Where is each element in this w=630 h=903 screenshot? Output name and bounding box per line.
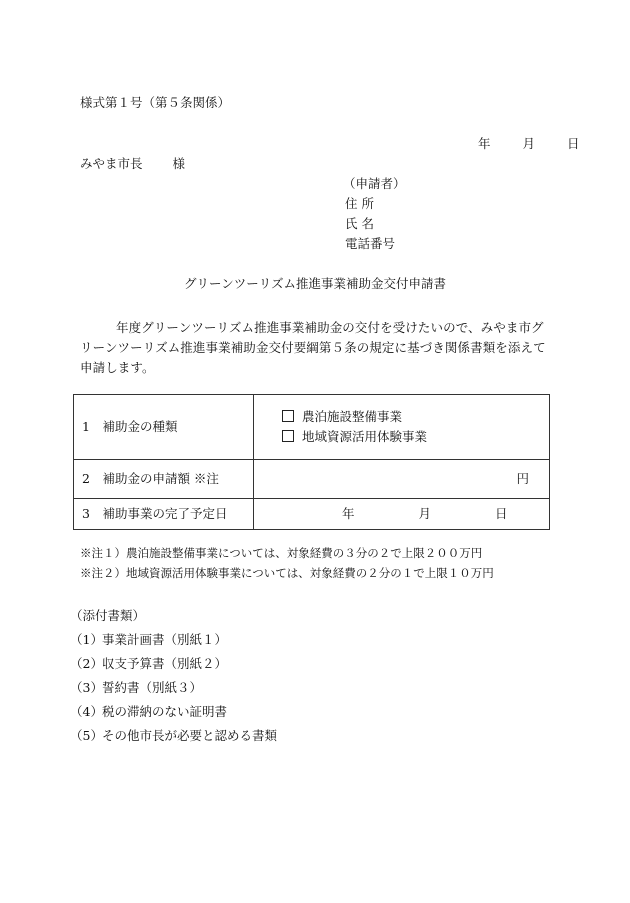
item-number: （5） [70, 728, 103, 743]
attachments-list [70, 604, 277, 748]
applicant-block [343, 178, 406, 258]
list-item [70, 724, 277, 748]
requested-amount-label: 2 補助金の申請額 ※注 [74, 460, 254, 499]
list-item [70, 700, 277, 724]
checkbox-farm-stay[interactable] [282, 410, 294, 422]
date-month-label: 月 [522, 136, 535, 151]
applicant-label: （申請者） [343, 176, 406, 191]
applicant-address-label: 住 所 [345, 196, 374, 211]
document-title: グリーンツーリズム推進事業補助金交付申請書 [183, 276, 446, 291]
item-number: （1） [70, 632, 103, 647]
list-item [70, 652, 277, 676]
completion-month-label: 月 [418, 505, 431, 521]
list-item [70, 628, 277, 652]
subsidy-type-options [254, 395, 550, 460]
table-row [74, 499, 550, 530]
item-text: 収支予算書（別紙２） [102, 656, 228, 671]
option-local-resource-label: 地域資源活用体験事業 [302, 429, 428, 444]
note-1: ※注１）農泊施設整備事業については、対象経費の３分の２で上限２００万円 [80, 546, 483, 560]
item-number: （2） [70, 656, 103, 671]
attachments-heading: （添付書類） [70, 608, 146, 623]
form-number: 様式第１号（第５条関係） [80, 95, 231, 110]
date-day-label: 日 [566, 136, 580, 151]
requested-amount-field[interactable] [254, 460, 550, 499]
completion-date-label: 3 補助事業の完了予定日 [74, 499, 254, 530]
applicant-phone-label: 電話番号 [345, 236, 396, 251]
option-local-resource[interactable] [262, 427, 541, 447]
item-text: 事業計画書（別紙１） [102, 632, 228, 647]
item-text: 誓約書（別紙３） [102, 680, 203, 695]
applicant-name-label: 氏 名 [345, 216, 374, 231]
application-statement: 年度グリーンツーリズム推進事業補助金の交付を受けたいので、みやま市グリーンツーリズム推進事業補助金交付要綱第５条の規定に基づき関係書類を添えて申請します。 [80, 320, 546, 375]
completion-day-label: 日 [494, 505, 508, 521]
item-number: （4） [70, 704, 103, 719]
option-farm-stay[interactable] [262, 407, 541, 427]
item-number: （3） [70, 680, 103, 695]
date-year-label: 年 [478, 136, 491, 151]
option-farm-stay-label: 農泊施設整備事業 [302, 409, 403, 424]
submission-date [478, 138, 579, 151]
completion-date-field[interactable] [254, 499, 550, 530]
item-text: その他市長が必要と認める書類 [102, 728, 278, 743]
subsidy-type-label: 1 補助金の種類 [74, 395, 254, 460]
addressee-name: みやま市長 [80, 156, 143, 171]
note-2: ※注２）地域資源活用体験事業については、対象経費の２分の１で上限１０万円 [80, 566, 494, 580]
completion-year-label: 年 [341, 505, 355, 521]
table-row [74, 395, 550, 460]
addressee-honorific: 様 [172, 156, 186, 171]
checkbox-local-resource[interactable] [282, 430, 294, 442]
notes [80, 543, 494, 583]
addressee [80, 158, 185, 171]
item-text: 税の滞納のない証明書 [102, 704, 228, 719]
list-item [70, 676, 277, 700]
table-row [74, 460, 550, 499]
yen-unit: 円 [516, 470, 529, 486]
application-table [73, 394, 550, 530]
